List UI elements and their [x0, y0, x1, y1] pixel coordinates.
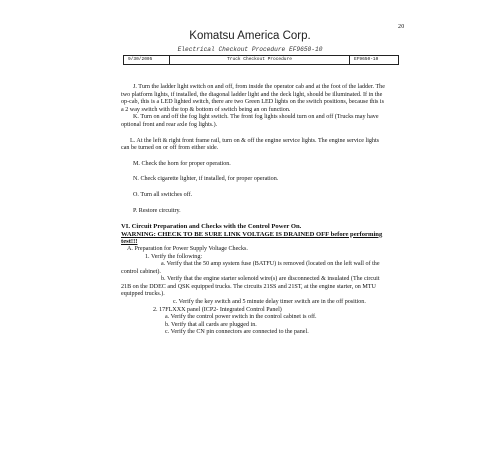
step-a1c: c. Verify the key switch and 5 minute delay timer switch are in the off position. — [173, 299, 366, 306]
step-p: P. Restore circuitry. — [133, 207, 181, 214]
step-j: J. Turn the ladder light switch on and off, from inside the operator cab and at the foot of the ladder. The two platform lights, if installed, the diagonal ladder light and the deck light, should be illuminated. If in the op-cab, this is a LED lighted switch, there are two Green LED lights on the switch positions, because this is a 2 way switch with the top & bottom of switch being an on function. — [121, 84, 385, 113]
step-a: A. Preparation for Power Supply Voltage Checks. — [127, 245, 248, 252]
warning-text: WARNING: CHECK TO BE SURE LINK VOLTAGE IS DRAINED OFF before performing test!!! — [121, 230, 383, 246]
company-name: Komatsu America Corp. — [189, 30, 311, 42]
step-a2b: b. Verify that all cards are plugged in. — [165, 321, 257, 328]
step-a2a: a. Verify the control power switch in the control cabinet is off. — [165, 314, 317, 321]
step-a1: 1. Verify the following: — [145, 253, 203, 260]
header-table — [123, 55, 399, 65]
page-number: 20 — [398, 24, 405, 30]
step-a1b: b. Verify that the engine starter solenoid wire(s) are disconnected & insulated (The circuit 21B on the DDEC and QSK equipped trucks. The circuits 21SS and 21ST, at the engine starter, on MTU equipped trucks.). — [121, 276, 380, 298]
step-a1a: a. Verify that the 50 amp system fuse (BATFU) is removed (located on the left wall of the control cabinet). — [121, 261, 380, 275]
step-a2: 2. 17FLXXX panel (ICP2- Integrated Control Panel) — [153, 306, 282, 313]
step-n: N. Check cigarette lighter, if installed, for proper operation. — [133, 176, 279, 183]
document-body — [121, 84, 385, 337]
step-m: M. Check the horn for proper operation. — [133, 160, 231, 167]
step-o: O. Turn all switches off. — [133, 191, 193, 198]
document-title: Electrical Checkout Procedure EF9650-10 — [177, 46, 323, 53]
step-k: K. Turn on and off the fog light switch. The front fog lights should turn on and off (Trucks may have optional front and rear axle fog lights.). — [121, 114, 379, 128]
step-a2c: c. Verify the CN pin connectors are connected to the panel. — [165, 329, 309, 336]
header-date: 9/30/2005 — [124, 56, 170, 64]
step-l: L. At the left & right front frame rail, turn on & off the engine service lights. The engine service lights can be turned on or off from either side. — [121, 137, 380, 152]
section-vi-title: VI. Circuit Preparation and Checks with the Control Power On. — [121, 223, 302, 231]
header-procedure: Truck Checkout Procedure — [170, 56, 350, 64]
header-doc-number: EF9650-10 — [354, 57, 379, 62]
